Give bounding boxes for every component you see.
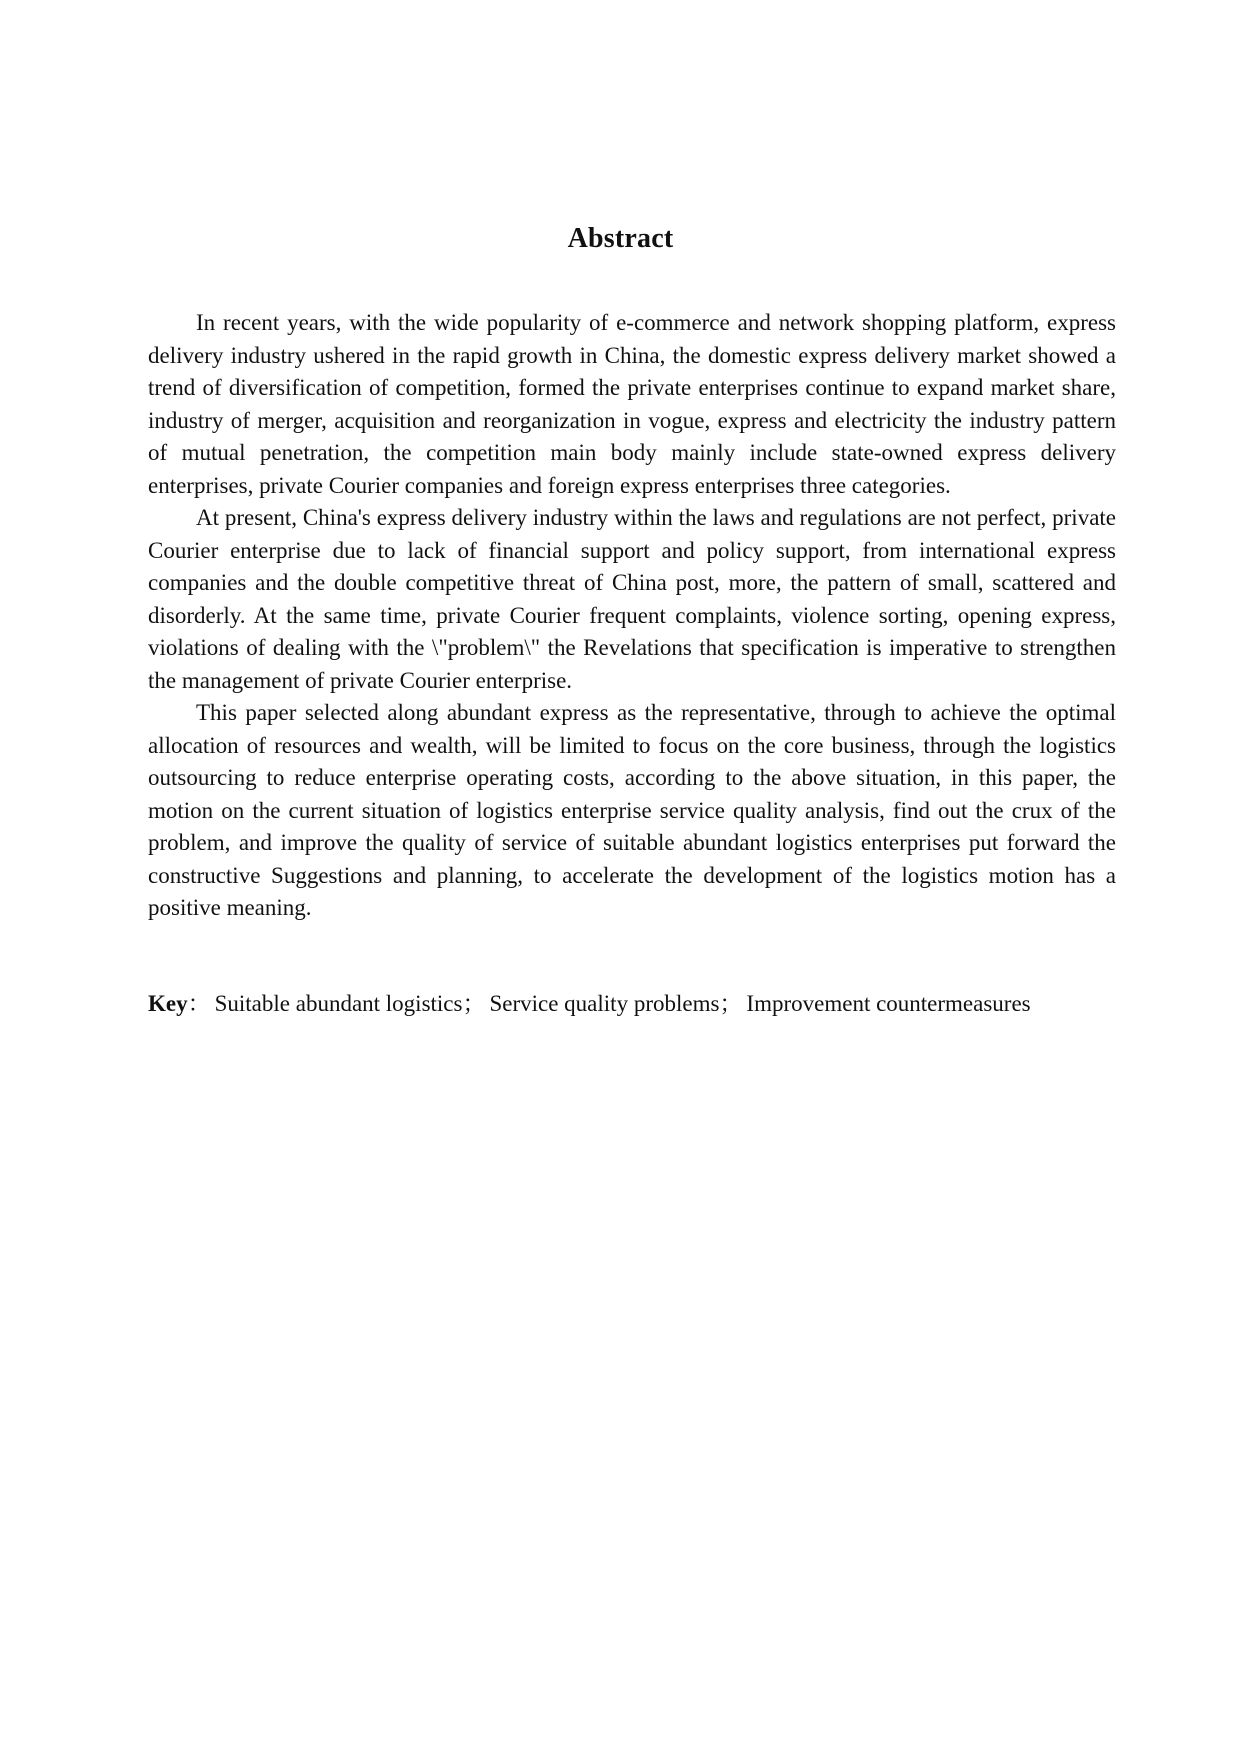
abstract-paragraph: In recent years, with the wide popularity of e-commerce and network shopping platform, express delivery industry ushered in the rapid growth in China, the domestic express delivery market showed a trend of diversification of competition, formed the private enterprises continue to expand market share, industry of merger, acquisition and reorganization in vogue, express and electricity the industry pattern of mutual penetration, the competition main body mainly include state-owned express delivery enterprises, private Courier companies and foreign express enterprises three categories. <box>148 310 1116 498</box>
keyword-separator: ； <box>719 991 743 1016</box>
keyword-item: Service quality problems <box>489 991 720 1016</box>
keywords-label: Key <box>148 991 188 1016</box>
abstract-paragraph: At present, China's express delivery industry within the laws and regulations are not perfect, private Courier enterprise due to lack of financial support and policy support, from international express companies and the double competitive threat of China post, more, the pattern of small, scattered and disorderly. At the same time, private Courier frequent complaints, violence sorting, opening express, violations of dealing with the \"problem\" the Revelations that specification is imperative to strengthen the management of private Courier enterprise. <box>148 505 1116 693</box>
abstract-body <box>148 307 1116 925</box>
keyword-item: Suitable abundant logistics <box>214 991 463 1016</box>
keywords-line <box>148 988 1116 1020</box>
abstract-title: Abstract <box>567 223 674 254</box>
keyword-separator: ； <box>462 991 486 1016</box>
keywords-label-separator: ： <box>187 991 211 1016</box>
abstract-paragraph: This paper selected along abundant express as the representative, through to achieve the optimal allocation of resources and wealth, will be limited to focus on the core business, through the logistics outsourcing to reduce enterprise operating costs, according to the above situation, in this paper, the motion on the current situation of logistics enterprise service quality analysis, find out the crux of the problem, and improve the quality of service of suitable abundant logistics enterprises put forward the constructive Suggestions and planning, to accelerate the development of the logistics motion has a positive meaning. <box>148 700 1116 920</box>
keyword-item: Improvement countermeasures <box>746 991 1031 1016</box>
